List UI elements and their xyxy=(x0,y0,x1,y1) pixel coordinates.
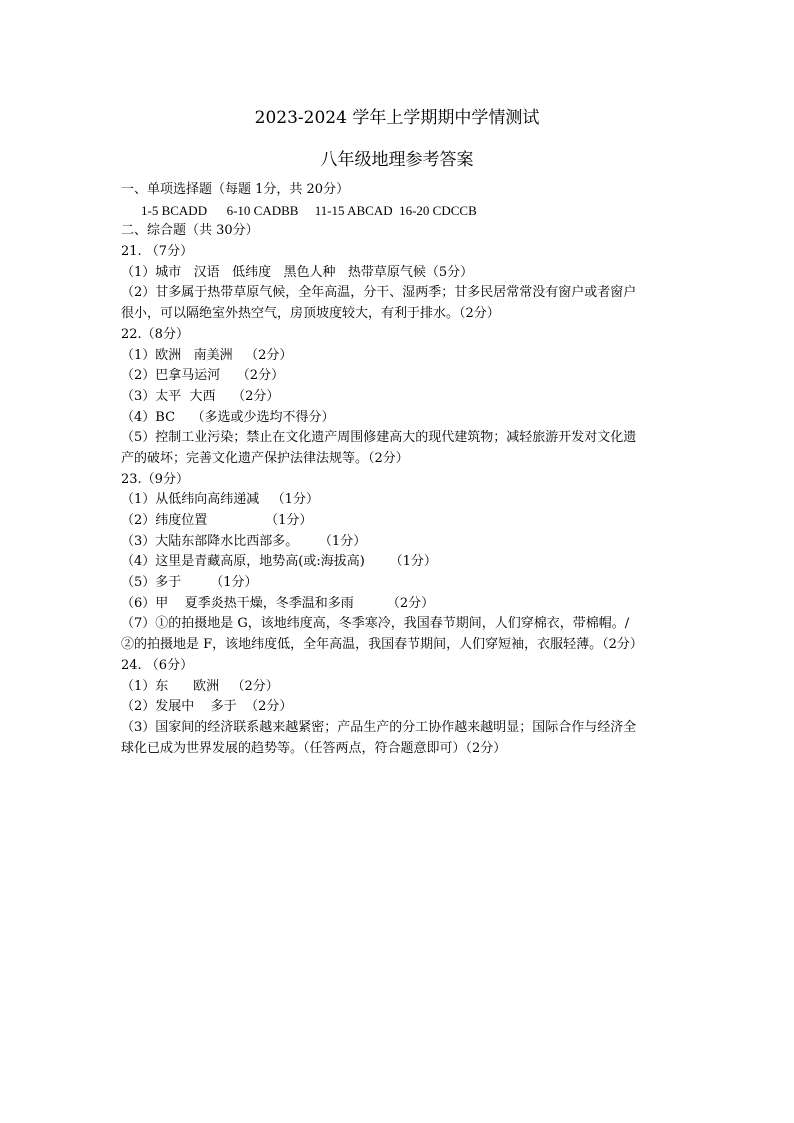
answer-21-2: （2）甘多属于热带草原气候，全年高温，分干、湿两季；甘多民居常常没有窗户或者窗户 xyxy=(121,285,637,301)
answer-22-1: （1）欧洲 南美洲 （2分） xyxy=(121,347,293,363)
answer-22-4: （4）BC （多选或少选均不得分） xyxy=(121,409,335,425)
document-title: 2023-2024 学年上学期期中学情测试 xyxy=(254,108,540,128)
answer-21-2-cont: 很小，可以隔绝室外热空气，房顶坡度较大，有利于排水。（2分） xyxy=(121,306,500,322)
answer-23-3: （3）大陆东部降水比西部多。 （1分） xyxy=(121,533,367,549)
answer-22-5: （5）控制工业污染；禁止在文化遗产周围修建高大的现代建筑物；减轻旅游开发对文化遗 xyxy=(121,430,637,446)
answer-23-7: （7）①的拍摄地是 G，该地纬度高，冬季寒冷，我国春节期间，人们穿棉衣，带棉帽。/ xyxy=(121,616,630,632)
answer-22-5-cont: 产的破坏；完善文化遗产保护法律法规等。（2分） xyxy=(121,450,409,466)
answer-24-3: （3）国家间的经济联系越来越紧密；产品生产的分工协作越来越明显；国际合作与经济全 xyxy=(121,719,637,735)
answer-21-1: （1）城市 汉语 低纬度 黑色人种 热带草原气候（5分） xyxy=(121,264,474,280)
answer-23-1: （1）从低纬向高纬递减 （1分） xyxy=(121,492,319,508)
answer-24-1: （1）东 欧洲 （2分） xyxy=(121,678,279,694)
question-24-heading: 24. （6分） xyxy=(121,657,194,673)
answer-23-4: （4）这里是青藏高原，地势高(或:海拔高) （1分） xyxy=(121,554,437,570)
answer-23-7-cont: ②的拍摄地是 F，该地纬度低，全年高温，我国春节期间，人们穿短袖，衣服轻薄。（2分） xyxy=(121,637,643,653)
answer-23-2: （2）纬度位置 （1分） xyxy=(121,513,313,528)
answer-24-3-cont: 球化已成为世界发展的趋势等。（任答两点，符合题意即可）（2分） xyxy=(121,740,507,756)
question-23-heading: 23.（9分） xyxy=(121,471,189,487)
question-21-heading: 21. （7分） xyxy=(121,244,194,260)
answer-body xyxy=(121,180,681,759)
answer-23-5: （5）多于 （1分） xyxy=(121,575,258,591)
answer-22-2: （2）巴拿马运河 （2分） xyxy=(121,368,285,384)
section-heading-choice: 一、单项选择题（每题 1分，共 20分） xyxy=(121,182,350,197)
answer-23-6: （6）甲 夏季炎热干燥，冬季温和多雨 （2分） xyxy=(121,595,435,611)
question-22-heading: 22.（8分） xyxy=(121,326,189,342)
section-heading-comprehensive: 二、综合题（共 30分） xyxy=(121,223,259,239)
answer-24-2: （2）发展中 多于 （2分） xyxy=(121,699,293,715)
choice-answers: 1-5 BCADD 6-10 CADBB 11-15 ABCAD 16-20 CDCCB xyxy=(141,202,477,218)
document-subtitle: 八年级地理参考答案 xyxy=(320,150,474,170)
answer-22-3: （3）太平 大西 （2分） xyxy=(121,388,280,404)
